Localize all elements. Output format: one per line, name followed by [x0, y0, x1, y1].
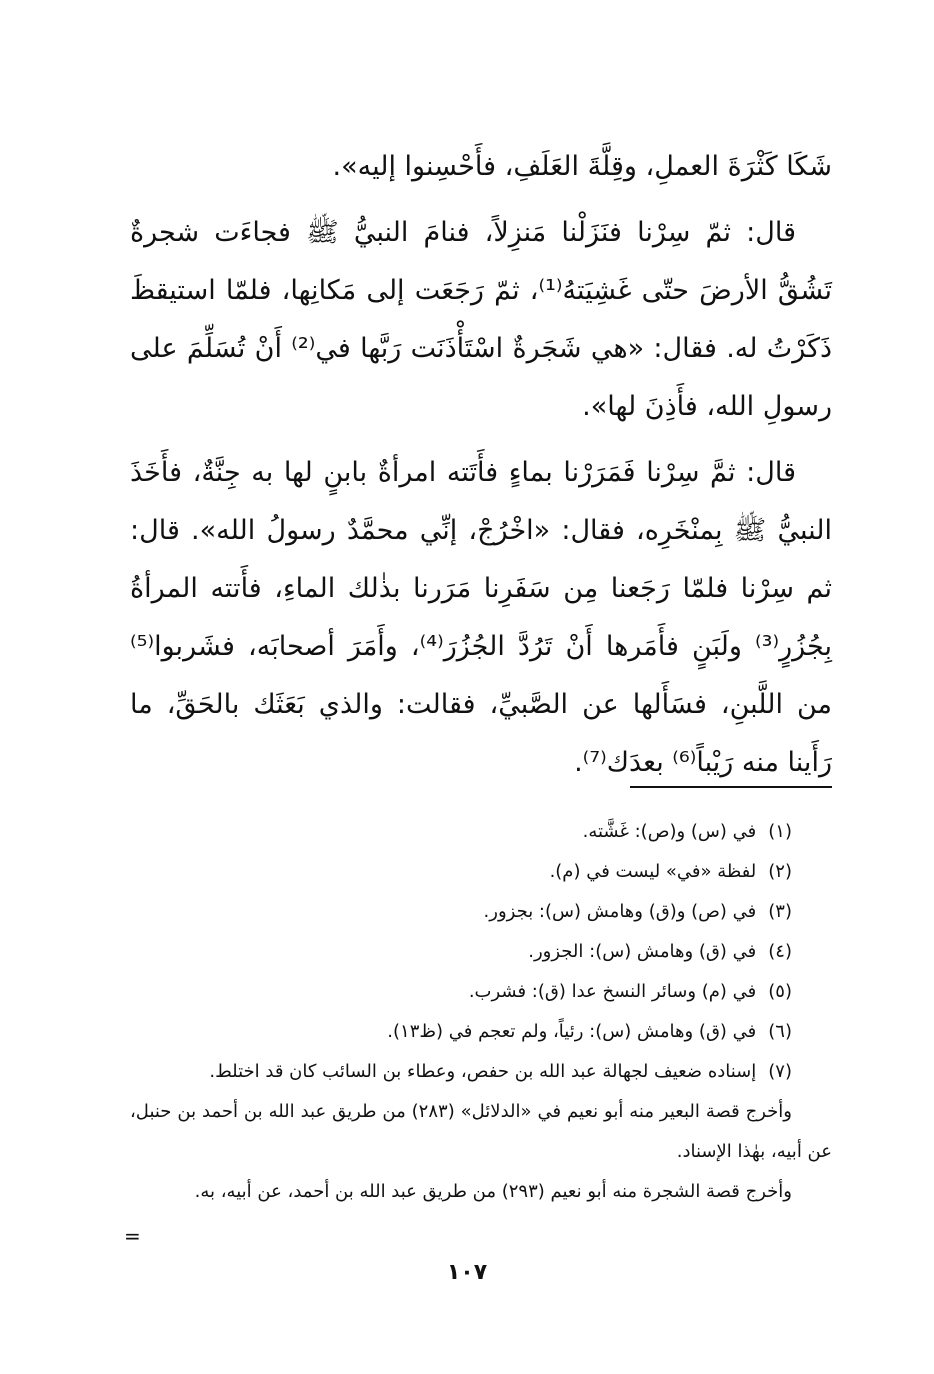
footnote-number: (٤)	[768, 941, 792, 962]
footnote-4	[130, 932, 832, 972]
footnote-number: (٦)	[768, 1021, 792, 1042]
takhrij-tree: وأخرج قصة الشجرة منه أبو نعيم (٢٩٣) من طريق عبد الله بن أحمد، عن أبيه، به.	[194, 1181, 792, 1202]
paragraph-boy-story: قال: ثمَّ سِرْنا فَمَرَرْنا بماءٍ فأَتَته امرأةٌ بابنٍ لها به جِنَّةٌ، فأَخَذَ النبيُّ ﷺ بِمنْخَرِه، فقال: «اخْرُجْ، إنِّي محمَّدٌ رسولُ الله». قال: ثم سِرْنا فلمّا رَجَعنا مِن سَفَرِنا مَرَرنا بذٰلك الماءِ، فأَتته المرأةُ بِجُزُرٍ⁽³⁾ ولَبَنٍ فأَمَرها أَنْ تَرُدَّ الجُزُرَ⁽⁴⁾، وأَمَرَ أصحابَه، فشَربوا⁽⁵⁾ من اللَّبنِ، فسَأَلها عن الصَّبيِّ، فقالت: والذي بَعَثَك بالحَقِّ، ما رَأَينا منه رَيْباً⁽⁶⁾ بعدَك⁽⁷⁾.	[130, 457, 832, 778]
footnote-divider	[630, 786, 832, 788]
footnotes	[130, 812, 832, 1212]
takhrij-camel: وأخرج قصة البعير منه أبو نعيم في «الدلائل» (٢٨٣) من طريق عبد الله بن أحمد بن حنبل، عن أبيه، بهٰذا الإسناد.	[130, 1101, 832, 1162]
footnote-number: (٥)	[768, 981, 792, 1002]
footnote-number: (٣)	[768, 901, 792, 922]
page-number: ١٠٧	[446, 1260, 488, 1285]
continuation-mark: =	[124, 1224, 141, 1248]
footnote-5	[130, 972, 832, 1012]
paragraph-tree-story: قال: ثمّ سِرْنا فنَزَلْنا مَنزِلاً، فنامَ النبيُّ ﷺ فجاءَت شجرةٌ تَشُقُّ الأرضَ حتّى غَشِيَتهُ⁽¹⁾، ثمّ رَجَعَت إلى مَكانِها، فلمّا استيقظَ ذَكَرْتُ له. فقال: «هي شَجَرةٌ اسْتَأْذَنَت رَبَّها في⁽²⁾ أَنْ تُسَلِّمَ على رسولِ الله، فأَذِنَ لها».	[130, 217, 832, 422]
footnote-number: (١)	[768, 821, 792, 842]
main-text	[130, 138, 832, 792]
footnote-2	[130, 852, 832, 892]
footnote-1	[130, 812, 832, 852]
footnote-text: إسناده ضعيف لجهالة عبد الله بن حفص، وعطاء بن السائب كان قد اختلط.	[209, 1061, 757, 1082]
footnote-text: في (م) وسائر النسخ عدا (ق): فشرب.	[468, 981, 757, 1002]
footnote-text: لفظة «في» ليست في (م).	[549, 861, 757, 882]
footnote-number: (٢)	[768, 861, 792, 882]
footnote-text: في (ق) وهامش (س): الجزور.	[528, 941, 757, 962]
paragraph-continuation: شَكَا كَثْرَةَ العملِ، وقِلَّةَ العَلَفِ، فأَحْسِنوا إليه».	[332, 151, 832, 182]
footnote-3	[130, 892, 832, 932]
footnote-text: في (ق) وهامش (س): رئياً، ولم تعجم في (ظ١٣).	[387, 1021, 757, 1042]
footnote-text: في (ص) و(ق) وهامش (س): بجزور.	[483, 901, 757, 922]
footnote-6	[130, 1012, 832, 1052]
footnote-number: (٧)	[768, 1061, 792, 1082]
footnote-7	[130, 1052, 832, 1092]
footnote-text: في (س) و(ص): غَشَّته.	[582, 821, 757, 842]
